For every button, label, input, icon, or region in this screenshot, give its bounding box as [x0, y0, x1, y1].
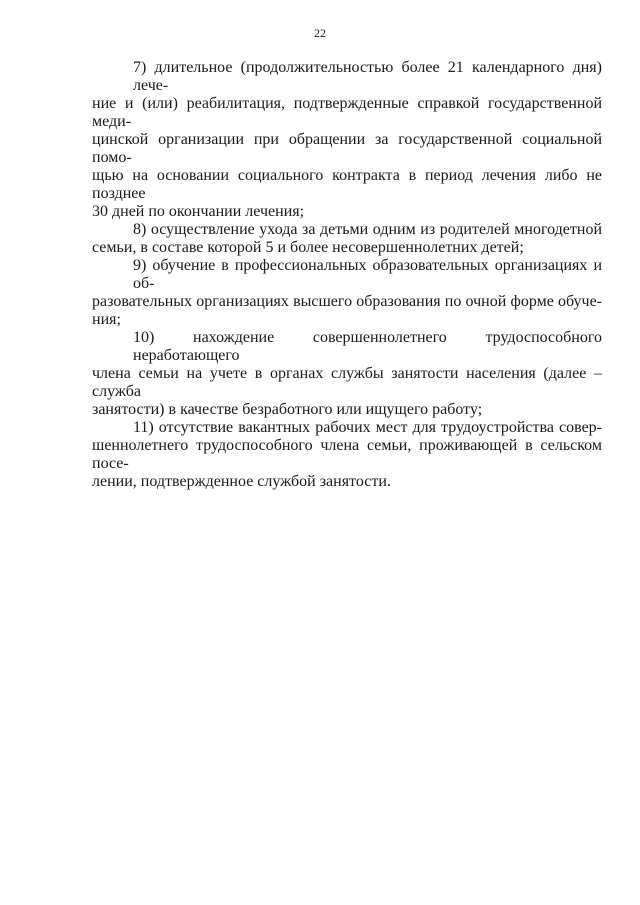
paragraph-line: ние и (или) реабилитация, подтвержденные справкой государственной меди-: [92, 95, 602, 130]
paragraph-item-8: [92, 221, 602, 257]
paragraph-line: разовательных организациях высшего образования по очной форме обуче-: [92, 293, 602, 310]
paragraph-line: шеннолетнего трудоспособного члена семьи, проживающей в сельском посе-: [92, 437, 602, 472]
paragraph-line: лении, подтвержденное службой занятости.: [92, 473, 391, 490]
paragraph-item-7: [92, 59, 602, 221]
paragraph-line: занятости) в качестве безработного или ищущего работу;: [92, 401, 483, 418]
paragraph-item-9: [92, 257, 602, 329]
paragraph-line: 30 дней по окончании лечения;: [92, 203, 305, 220]
paragraph-line: 7) длительное (продолжительностью более 21 календарного дня) лече-: [133, 59, 602, 94]
paragraph-line: 11) отсутствие вакантных рабочих мест для трудоустройства совер-: [133, 419, 602, 436]
paragraph-line: 8) осуществление ухода за детьми одним из родителей многодетной: [133, 221, 602, 238]
paragraph-item-10: [92, 329, 602, 419]
paragraph-item-11: [92, 419, 602, 491]
paragraph-line: семьи, в составе которой 5 и более несовершеннолетних детей;: [92, 239, 524, 256]
paragraph-line: 10) нахождение совершеннолетнего трудоспособного неработающего: [133, 329, 602, 364]
page-number: 22: [314, 26, 326, 40]
paragraph-line: 9) обучение в профессиональных образовательных организациях и об-: [133, 257, 602, 292]
paragraph-line: щью на основании социального контракта в период лечения либо не позднее: [92, 167, 602, 202]
paragraph-line: члена семьи на учете в органах службы занятости населения (далее – служба: [92, 365, 602, 400]
document-body: [92, 59, 602, 491]
paragraph-line: ния;: [92, 311, 121, 328]
paragraph-line: цинской организации при обращении за государственной социальной помо-: [92, 131, 602, 166]
